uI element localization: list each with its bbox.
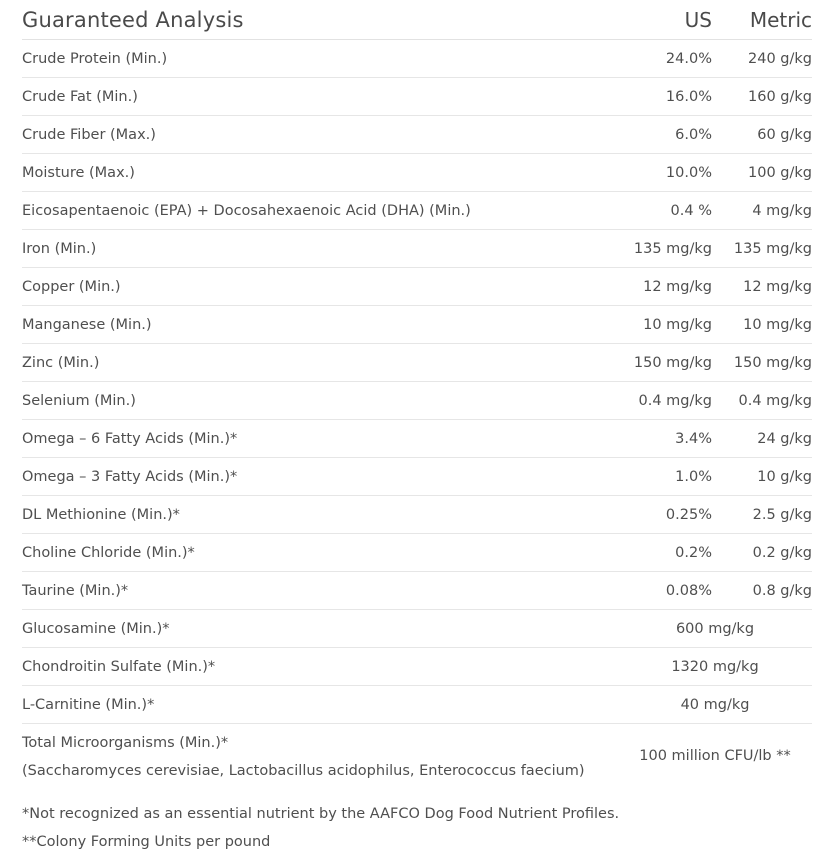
- metric-value: 12 mg/kg: [712, 268, 812, 306]
- footnotes: [22, 800, 619, 856]
- us-value: 0.4 mg/kg: [612, 382, 712, 420]
- nutrient-name: Manganese (Min.): [22, 306, 612, 344]
- us-value: 16.0%: [612, 78, 712, 116]
- metric-value: 10 g/kg: [712, 458, 812, 496]
- us-value: 0.4 %: [612, 192, 712, 230]
- us-value: 150 mg/kg: [612, 344, 712, 382]
- nutrient-name: Glucosamine (Min.)*: [22, 610, 612, 648]
- table-row: [22, 268, 812, 306]
- nutrient-name: Crude Fat (Min.): [22, 78, 612, 116]
- nutrient-name: Taurine (Min.)*: [22, 572, 612, 610]
- column-header-us: US: [612, 0, 712, 40]
- us-value: 0.08%: [612, 572, 712, 610]
- us-value: 10.0%: [612, 154, 712, 192]
- table-row: [22, 648, 812, 686]
- nutrient-name: Omega – 3 Fatty Acids (Min.)*: [22, 458, 612, 496]
- table-header: [22, 0, 812, 40]
- nutrient-name: Eicosapentaenoic (EPA) + Docosahexaenoic Acid (DHA) (Min.): [22, 192, 612, 230]
- nutrient-name: Iron (Min.): [22, 230, 612, 268]
- metric-value: 135 mg/kg: [712, 230, 812, 268]
- table-row: [22, 724, 812, 789]
- footnote: *Not recognized as an essential nutrient by the AAFCO Dog Food Nutrient Profiles.: [22, 806, 620, 822]
- footnote: **Colony Forming Units per pound: [22, 834, 271, 850]
- us-value: 3.4%: [612, 420, 712, 458]
- metric-value: 24 g/kg: [712, 420, 812, 458]
- metric-value: 0.2 g/kg: [712, 534, 812, 572]
- metric-value: 160 g/kg: [712, 78, 812, 116]
- nutrient-name: DL Methionine (Min.)*: [22, 496, 612, 534]
- us-value: 1.0%: [612, 458, 712, 496]
- combined-value: 1320 mg/kg: [612, 648, 812, 686]
- table-row: [22, 382, 812, 420]
- nutrient-name: Moisture (Max.): [22, 154, 612, 192]
- combined-value: 600 mg/kg: [612, 610, 812, 648]
- us-value: 135 mg/kg: [612, 230, 712, 268]
- us-value: 24.0%: [612, 40, 712, 78]
- column-header-metric: Metric: [712, 0, 812, 40]
- us-value: 12 mg/kg: [612, 268, 712, 306]
- table-row: [22, 572, 812, 610]
- nutrient-name: Selenium (Min.): [22, 382, 612, 420]
- nutrient-name: Omega – 6 Fatty Acids (Min.)*: [22, 420, 612, 458]
- nutrient-detail: (Saccharomyces cerevisiae, Lactobacillus acidophilus, Enterococcus faecium): [22, 763, 585, 779]
- table-row: [22, 192, 812, 230]
- table-row: [22, 306, 812, 344]
- metric-value: 0.4 mg/kg: [712, 382, 812, 420]
- combined-value: 40 mg/kg: [612, 686, 812, 724]
- table-row: [22, 458, 812, 496]
- table-row: [22, 40, 812, 78]
- us-value: 6.0%: [612, 116, 712, 154]
- us-value: 0.2%: [612, 534, 712, 572]
- guaranteed-analysis-table: [22, 0, 812, 788]
- metric-value: 2.5 g/kg: [712, 496, 812, 534]
- table-row: [22, 154, 812, 192]
- nutrient-name: Choline Chloride (Min.)*: [22, 534, 612, 572]
- nutrient-name: Crude Protein (Min.): [22, 40, 612, 78]
- table-row: [22, 496, 812, 534]
- metric-value: 240 g/kg: [712, 40, 812, 78]
- nutrient-name: L-Carnitine (Min.)*: [22, 686, 612, 724]
- table-row: [22, 534, 812, 572]
- table-row: [22, 610, 812, 648]
- metric-value: 100 g/kg: [712, 154, 812, 192]
- combined-value: 100 million CFU/lb **: [639, 748, 791, 764]
- metric-value: 0.8 g/kg: [712, 572, 812, 610]
- metric-value: 4 mg/kg: [712, 192, 812, 230]
- table-row: [22, 78, 812, 116]
- nutrient-name: Total Microorganisms (Min.)*: [22, 735, 229, 751]
- nutrient-name: Crude Fiber (Max.): [22, 116, 612, 154]
- table-row: [22, 230, 812, 268]
- table-row: [22, 420, 812, 458]
- nutrient-name-cell: [22, 724, 612, 789]
- us-value: 0.25%: [612, 496, 712, 534]
- nutrient-name: Zinc (Min.): [22, 344, 612, 382]
- metric-value: 150 mg/kg: [712, 344, 812, 382]
- table-title: Guaranteed Analysis: [22, 0, 612, 40]
- us-value: 10 mg/kg: [612, 306, 712, 344]
- nutrient-name: Copper (Min.): [22, 268, 612, 306]
- table-row: [22, 686, 812, 724]
- nutrient-name: Chondroitin Sulfate (Min.)*: [22, 648, 612, 686]
- metric-value: 10 mg/kg: [712, 306, 812, 344]
- table-row: [22, 116, 812, 154]
- metric-value: 60 g/kg: [712, 116, 812, 154]
- table-row: [22, 344, 812, 382]
